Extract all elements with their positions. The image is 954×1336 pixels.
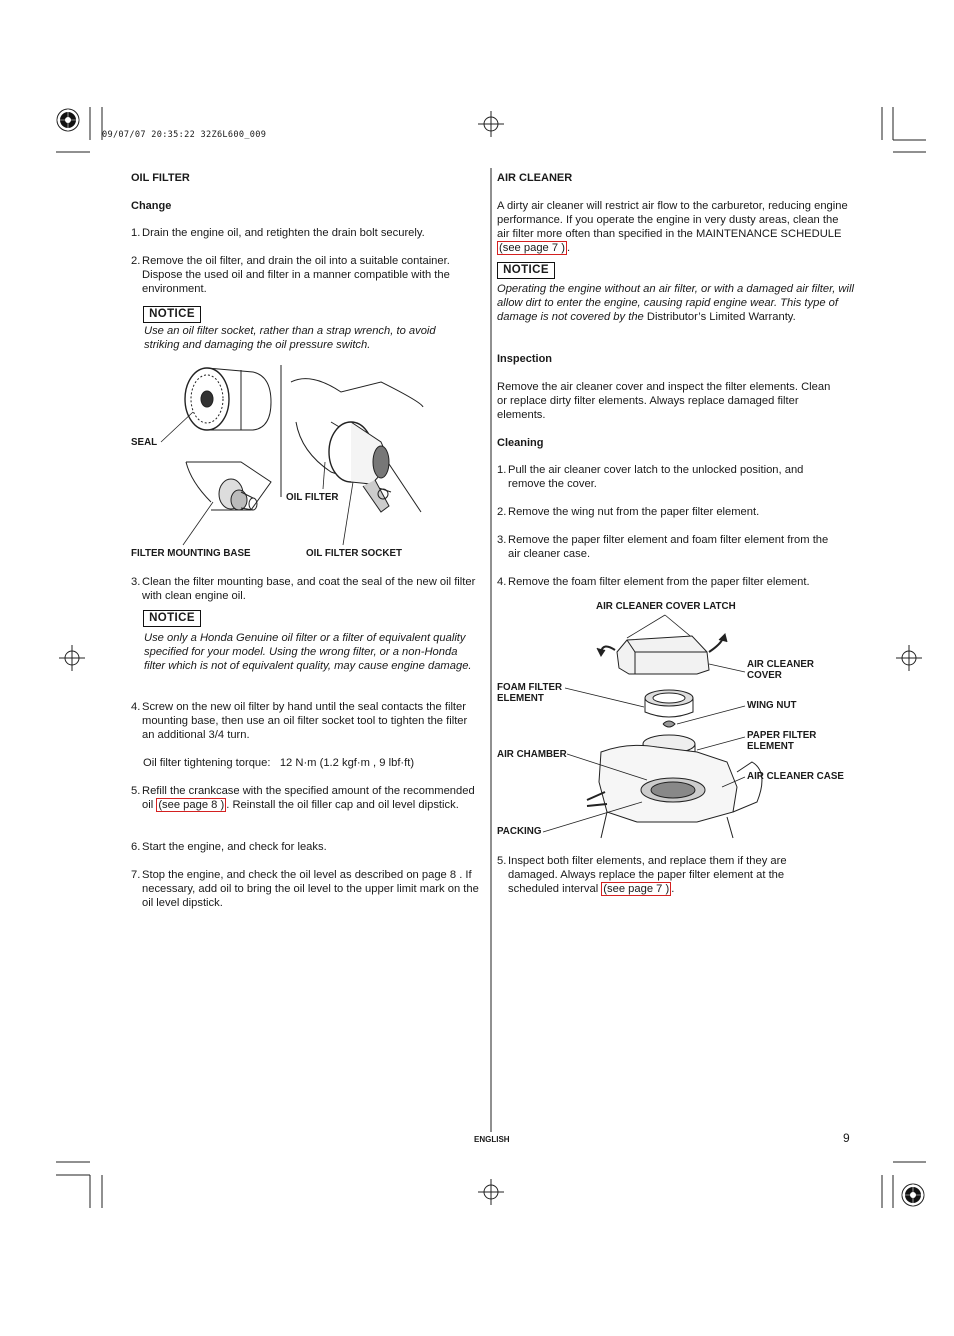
print-stamp: 09/07/07 20:35:22 32Z6L600_009	[102, 130, 267, 140]
oil-filter-illustration	[131, 362, 431, 532]
page-number: 9	[843, 1131, 850, 1145]
see-page-link[interactable]: (see page 8 )	[158, 798, 225, 811]
air-cleaner-case-label: AIR CLEANER CASE	[747, 771, 844, 782]
seal-label: SEAL	[131, 437, 158, 448]
torque-spec: Oil filter tightening torque: 12 N·m (1.2 kgf·m , 9 lbf·ft)	[143, 757, 415, 769]
notice-text: Use an oil filter socket, rather than a strap wrench, to avoid striking and damaging the oil pressure switch.	[144, 325, 436, 351]
cleaning-subheading: Cleaning	[497, 437, 544, 449]
inspection-subheading: Inspection	[497, 353, 553, 365]
left-step-2: 2. Remove the oil filter, and drain the oil into a suitable container. Dispose the used oil and filter in a manner compatible with the environment.	[131, 255, 450, 295]
language-footer: ENGLISH	[474, 1135, 510, 1144]
cover-latch-label: AIR CLEANER COVER LATCH	[596, 601, 736, 612]
left-step-1: 1. Drain the engine oil, and retighten the drain bolt securely.	[131, 227, 425, 239]
notice-text: Use only a Honda Genuine oil filter or a filter of equivalent quality specified for your model. Using the wrong filter, or a non-Honda filter which is not of equivalent quality, may cause engine damage.	[144, 632, 472, 672]
filter-mounting-base-label: FILTER MOUNTING BASE	[131, 548, 251, 559]
left-step-3: 3. Clean the filter mounting base, and coat the seal of the new oil filter with clean engine oil.	[131, 576, 476, 602]
notice-box: NOTICE	[143, 610, 201, 627]
air-cleaner-cover-label: AIR CLEANER COVER	[747, 659, 814, 681]
notice-box: NOTICE	[497, 262, 555, 279]
see-page-link[interactable]: (see page 7 )	[499, 241, 565, 254]
left-step-7: 7. Stop the engine, and check the oil level as described on page 8 . If necessary, add oil to bring the oil level to the upper limit mark on the oil level dipstick.	[131, 869, 479, 909]
right-step-2: 2. Remove the wing nut from the paper filter element.	[497, 506, 760, 518]
oil-filter-heading: OIL FILTER	[131, 172, 190, 184]
oil-filter-socket-label: OIL FILTER SOCKET	[306, 548, 402, 559]
packing-label: PACKING	[497, 826, 542, 837]
air-cleaner-heading: AIR CLEANER	[497, 172, 573, 184]
wing-nut-label: WING NUT	[747, 700, 797, 711]
air-cleaner-illustration	[497, 612, 847, 844]
left-step-6: 6. Start the engine, and check for leaks.	[131, 841, 327, 853]
air-chamber-label: AIR CHAMBER	[497, 749, 567, 760]
oil-filter-label: OIL FILTER	[286, 492, 339, 503]
right-step-4: 4. Remove the foam filter element from the paper filter element.	[497, 576, 810, 588]
right-step-5: 5. Inspect both filter elements, and replace them if they are damaged. Always replace the paper filter element at the scheduled interval (see page 7 ) .	[497, 855, 787, 895]
change-subheading: Change	[131, 200, 172, 212]
left-step-5: 5. Refill the crankcase with the specified amount of the recommended oil (see page 8 ) . Reinstall the oil filler cap and oil level dipstick.	[131, 785, 475, 811]
paper-filter-label: PAPER FILTER ELEMENT	[747, 730, 817, 752]
left-step-4: 4. Screw on the new oil filter by hand until the seal contacts the filter mounting base, then use an oil filter socket tool to tighten the filter an additional 3/4 turn.	[131, 701, 468, 741]
right-step-3: 3. Remove the paper filter element and foam filter element from the air cleaner case.	[497, 534, 829, 560]
foam-filter-label: FOAM FILTER ELEMENT	[497, 682, 563, 704]
notice-text: Operating the engine without an air filter, or with a damaged air filter, will allow dirt to enter the engine, causing rapid engine wear. This type of damage is not covered by the Distributor’s Limited Warranty.	[497, 283, 854, 323]
air-cleaner-intro: A dirty air cleaner will restrict air flow to the carburetor, reducing engine performance. If you operate the engine in very dusty areas, clean the air filter more often than specified in the MAINTENANCE SCHEDULE (see page 7 ) .	[497, 200, 848, 254]
see-page-link[interactable]: (see page 7 )	[603, 882, 670, 895]
inspection-text: Remove the air cleaner cover and inspect the filter elements. Clean or replace dirty filter elements. Always replace damaged filter elements.	[497, 381, 831, 421]
notice-box: NOTICE	[143, 306, 201, 323]
right-step-1: 1. Pull the air cleaner cover latch to the unlocked position, and remove the cover.	[497, 464, 804, 490]
